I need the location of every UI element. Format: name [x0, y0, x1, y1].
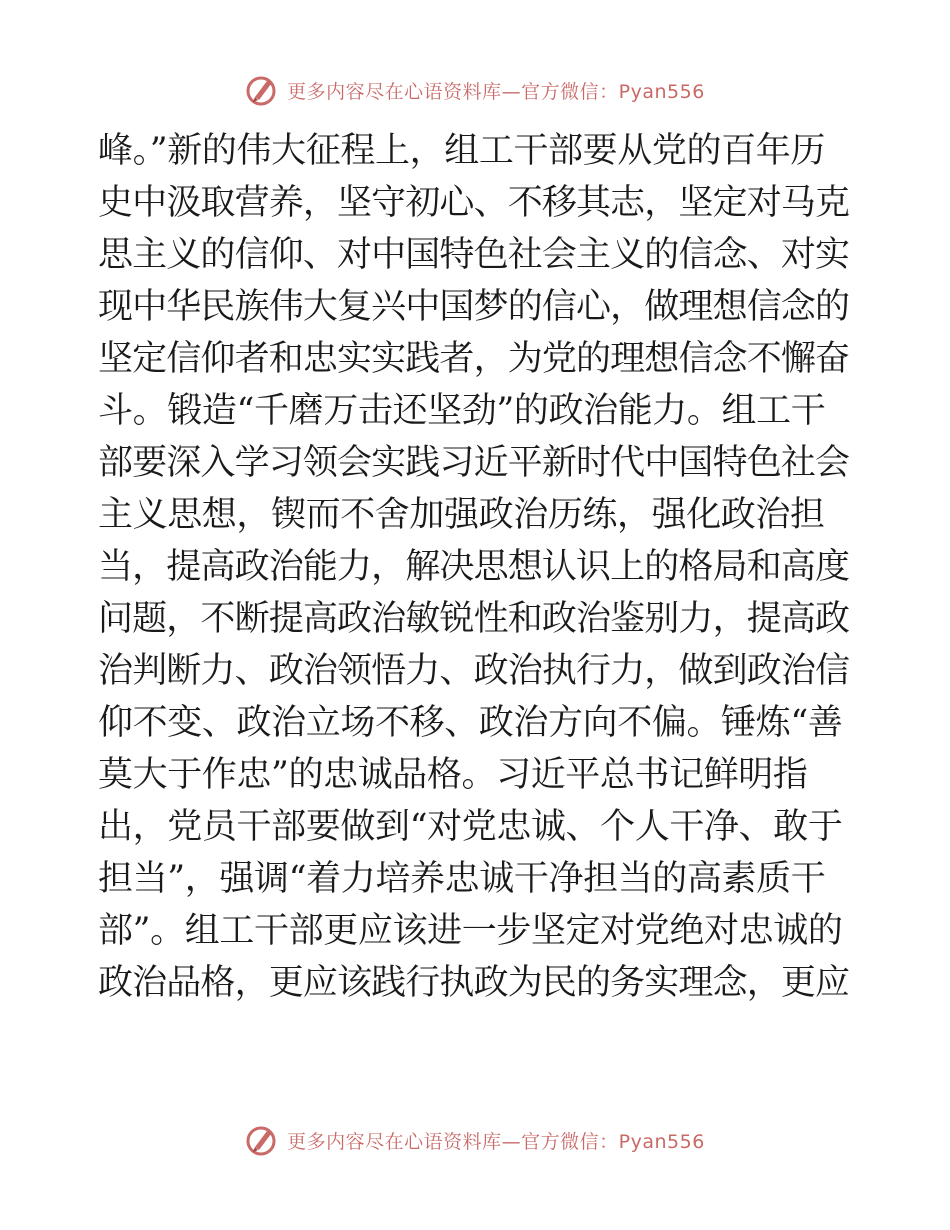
text-line: 仰不变、政治立场不移、政治方向不偏。锤炼“善: [98, 703, 843, 743]
text-line: 峰。”新的伟大征程上，组工干部要从党的百年历: [98, 131, 826, 171]
text-line: 担当”，强调“着力培养忠诚干净担当的高素质干: [98, 859, 826, 899]
watermark-text: 更多内容尽在心语资料库—官方微信：Pyan556: [287, 1130, 705, 1153]
watermark-text: 更多内容尽在心语资料库—官方微信：Pyan556: [287, 80, 705, 103]
text-line: 部要深入学习领会实践习近平新时代中国特色社会: [98, 443, 850, 483]
watermark-footer: [0, 1120, 950, 1160]
text-line: 出，党员干部要做到“对党忠诚、个人干净、敢于: [98, 807, 843, 847]
pen-circle-logo-icon: [245, 73, 279, 107]
text-line: 现中华民族伟大复兴中国梦的信心，做理想信念的: [98, 287, 850, 327]
text-line: 斗。锻造“千磨万击还坚劲”的政治能力。组工干: [98, 391, 826, 431]
text-line: 主义思想，锲而不舍加强政治历练，强化政治担: [98, 495, 825, 535]
text-line: 思主义的信仰、对中国特色社会主义的信念、对实: [98, 235, 850, 275]
text-line: 政治品格，更应该践行执政为民的务实理念，更应: [98, 963, 850, 1003]
pen-circle-logo-icon: [245, 1123, 279, 1157]
text-line: 坚定信仰者和忠实实践者，为党的理想信念不懈奋: [98, 339, 850, 379]
text-line: 治判断力、政治领悟力、政治执行力，做到政治信: [98, 651, 850, 691]
text-line: 问题，不断提高政治敏锐性和政治鉴别力，提高政: [98, 599, 850, 639]
watermark-header: [0, 70, 950, 110]
text-line: 当，提高政治能力，解决思想认识上的格局和高度: [98, 547, 850, 587]
text-line: 莫大于作忠”的忠诚品格。习近平总书记鲜明指: [98, 755, 808, 795]
text-line: 部”。组工干部更应该进一步坚定对党绝对忠诚的: [98, 911, 843, 951]
document-body: [98, 125, 858, 1009]
text-line: 史中汲取营养，坚守初心、不移其志，坚定对马克: [98, 183, 850, 223]
